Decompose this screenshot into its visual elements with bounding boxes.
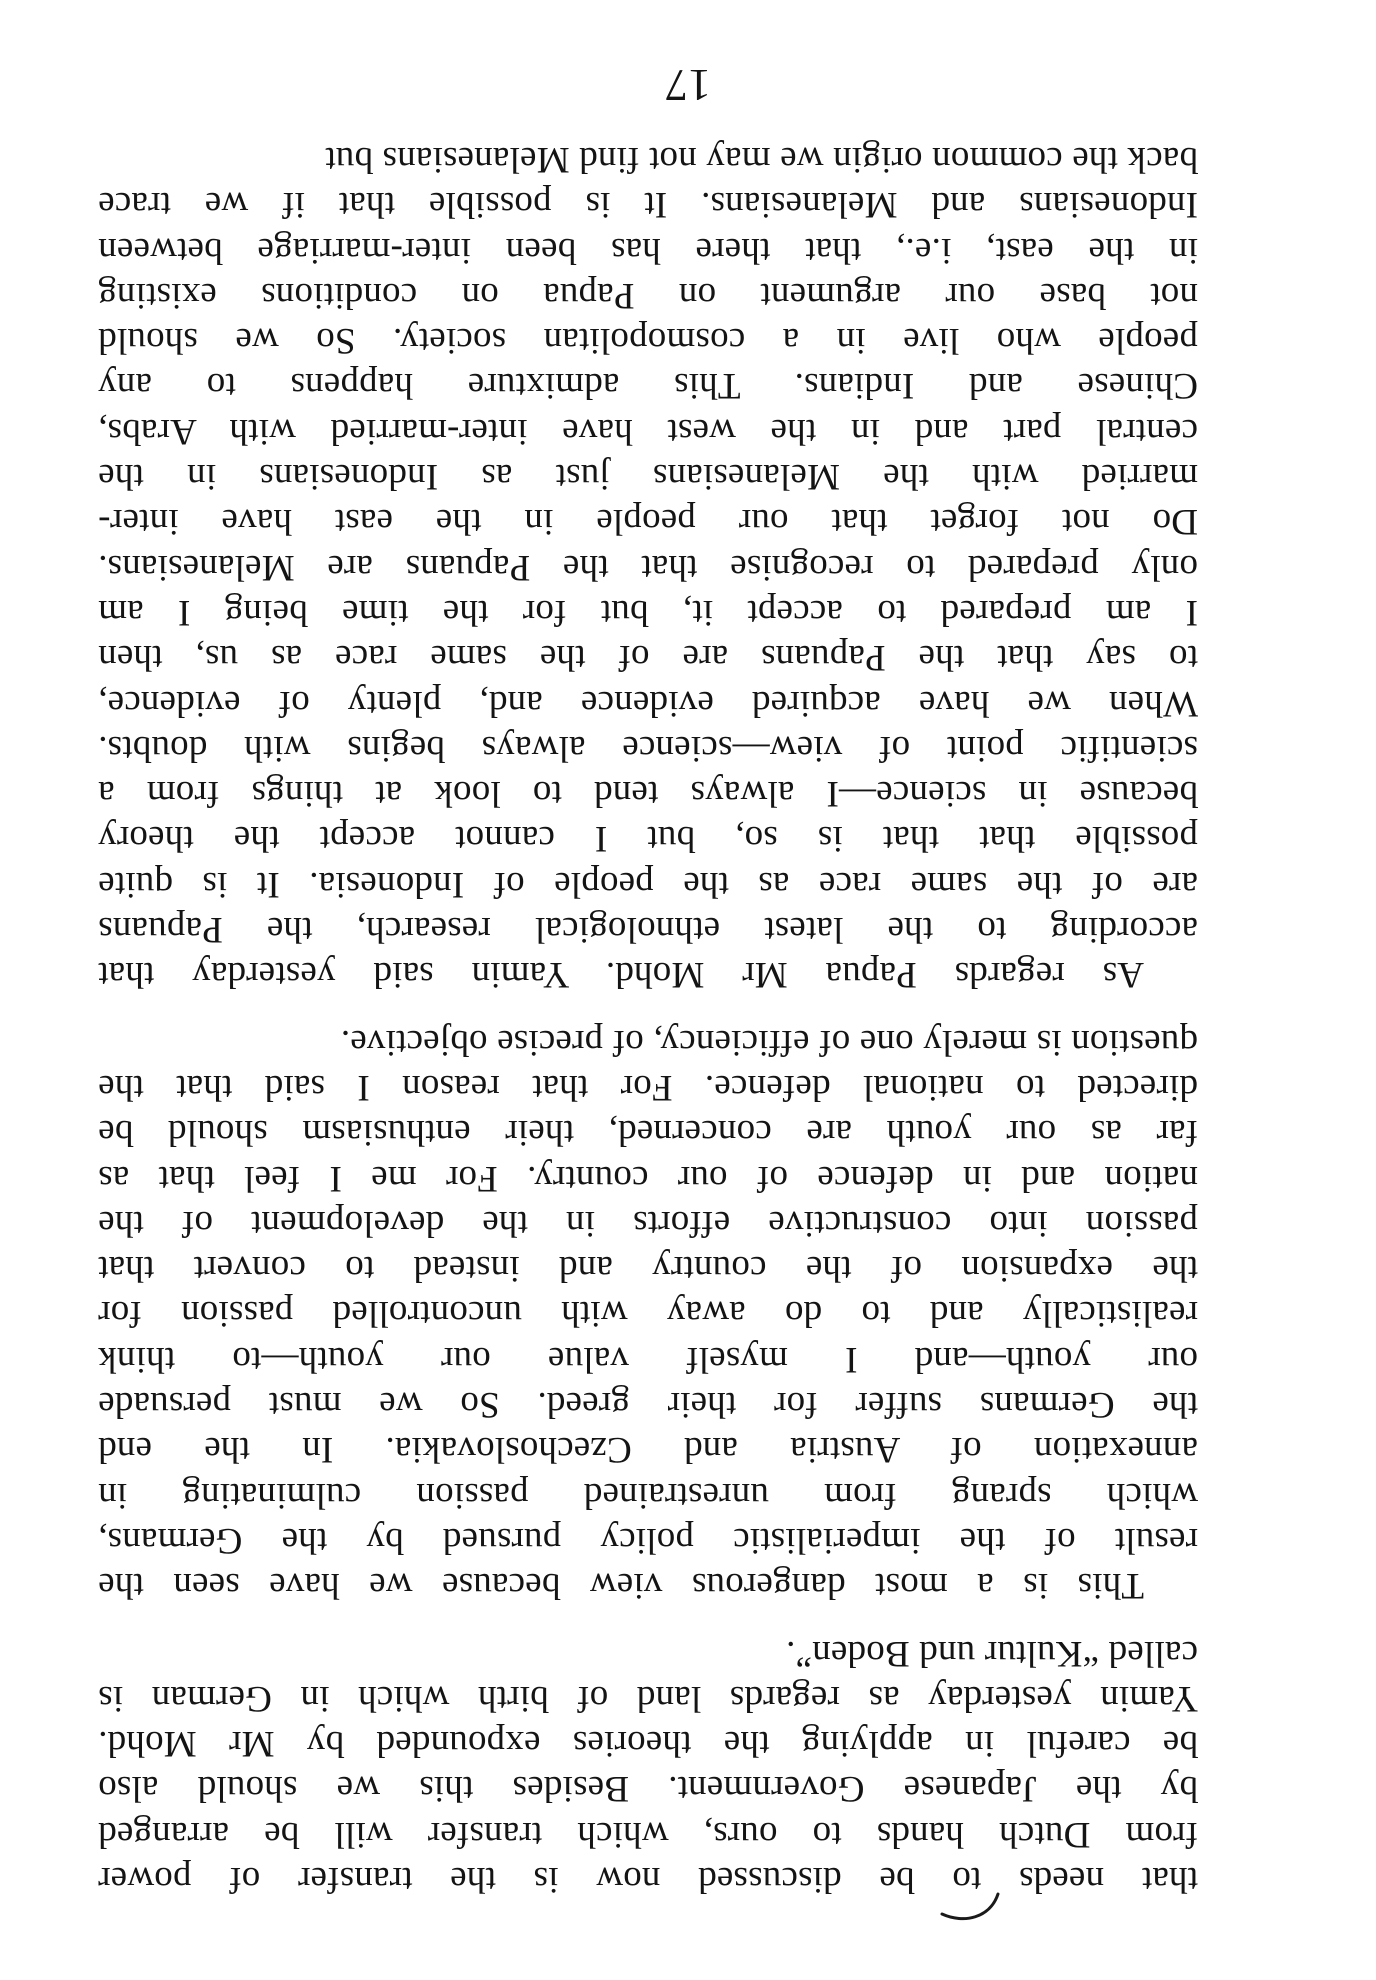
page-number: 17 (665, 60, 711, 111)
text-line: Chinese and Indians. This admixture happens to any (98, 365, 1198, 407)
text-line: result of the imperialistic policy pursued by the Germans, (98, 1519, 1198, 1561)
text-line: the Germans suffer for their greed. So we must persuade (98, 1384, 1198, 1426)
text-line: our youth—and I myself value our youth—to think (98, 1338, 1198, 1380)
paragraph-p3 (98, 137, 1198, 998)
paragraph-p2 (98, 1019, 1198, 1608)
text-line: from Dutch hands to ours, which transfer will be arranged (98, 1813, 1198, 1855)
text-line: central part and in the west have inter-married with Arabs, (98, 410, 1198, 452)
text-line: I am prepared to accept it, but for the time being I am (98, 591, 1198, 633)
paragraph-spacer (98, 1608, 1198, 1630)
text-line: nation and in defence of our country. For me I feel that as (98, 1157, 1198, 1199)
text-line: back the common origin we may not find Melanesians but (325, 139, 1198, 181)
text-line: in the east, i.e., that there has been inter-marriage between (98, 229, 1198, 271)
text-line: passion into constructive efforts in the development of the (98, 1202, 1198, 1244)
body-text (98, 137, 1198, 1902)
text-line: only prepared to recognise that the Papuans are Melanesians. (98, 546, 1198, 588)
text-line: according to the latest ethnological research, the Papuans (98, 909, 1198, 951)
text-line: are of the same race as the people of Indonesia. It is quite (98, 863, 1198, 905)
text-line: be careful in applying the theories expounded by Mr Mohd. (98, 1723, 1198, 1765)
text-line: called “Kultur und Boden”. (785, 1632, 1198, 1674)
paragraph-spacer (98, 997, 1198, 1019)
text-line: Indonesians and Melanesians. It is possible that if we trace (98, 184, 1198, 226)
text-line: Yamin yesterday as regards land of birth which in German is (98, 1677, 1198, 1719)
text-line: This is a most dangerous view because we have seen the (98, 1565, 1144, 1607)
text-line: the expansion of the country and instead to convert that (98, 1248, 1198, 1290)
paragraph-p1 (98, 1630, 1198, 1902)
text-line: married with the Melanesians just as Indonesians in the (98, 456, 1198, 498)
text-line: question is merely one of efficiency, of precise objective. (340, 1021, 1198, 1063)
text-line: because in science—I always tend to look at things from a (98, 773, 1198, 815)
text-line: far as our youth are concerned, their enthusiasm should be (98, 1112, 1198, 1154)
text-line: Do not forget that our people in the east have inter- (98, 501, 1198, 543)
text-line: people who live in a cosmopolitan society. So we should (98, 320, 1198, 362)
text-line: annexation of Austria and Czechoslovakia. In the end (98, 1429, 1198, 1471)
text-line: that needs to be discussed now is the transfer of power (98, 1859, 1198, 1900)
text-line: scientific point of view—science always begins with doubts. (98, 727, 1198, 769)
text-line: As regards Papua Mr Mohd. Yamin said yesterday that (98, 954, 1144, 996)
text-line: by the Japanese Government. Besides this we should also (98, 1768, 1198, 1810)
text-line: directed to national defence. For that reason I said that the (98, 1066, 1198, 1108)
text-line: to say that the Papuans are of the same race as us, then (98, 637, 1198, 679)
text-line: not base our argument on Papua on conditions existing (98, 274, 1198, 316)
text-line: realistically and to do away with uncontrolled passion for (98, 1293, 1198, 1335)
text-line: possible that that is so, but I cannot accept the theory (98, 818, 1198, 860)
text-line: When we have acquired evidence and, plenty of evidence, (98, 682, 1198, 724)
text-line: which sprang from unrestrained passion culminating in (98, 1474, 1198, 1516)
